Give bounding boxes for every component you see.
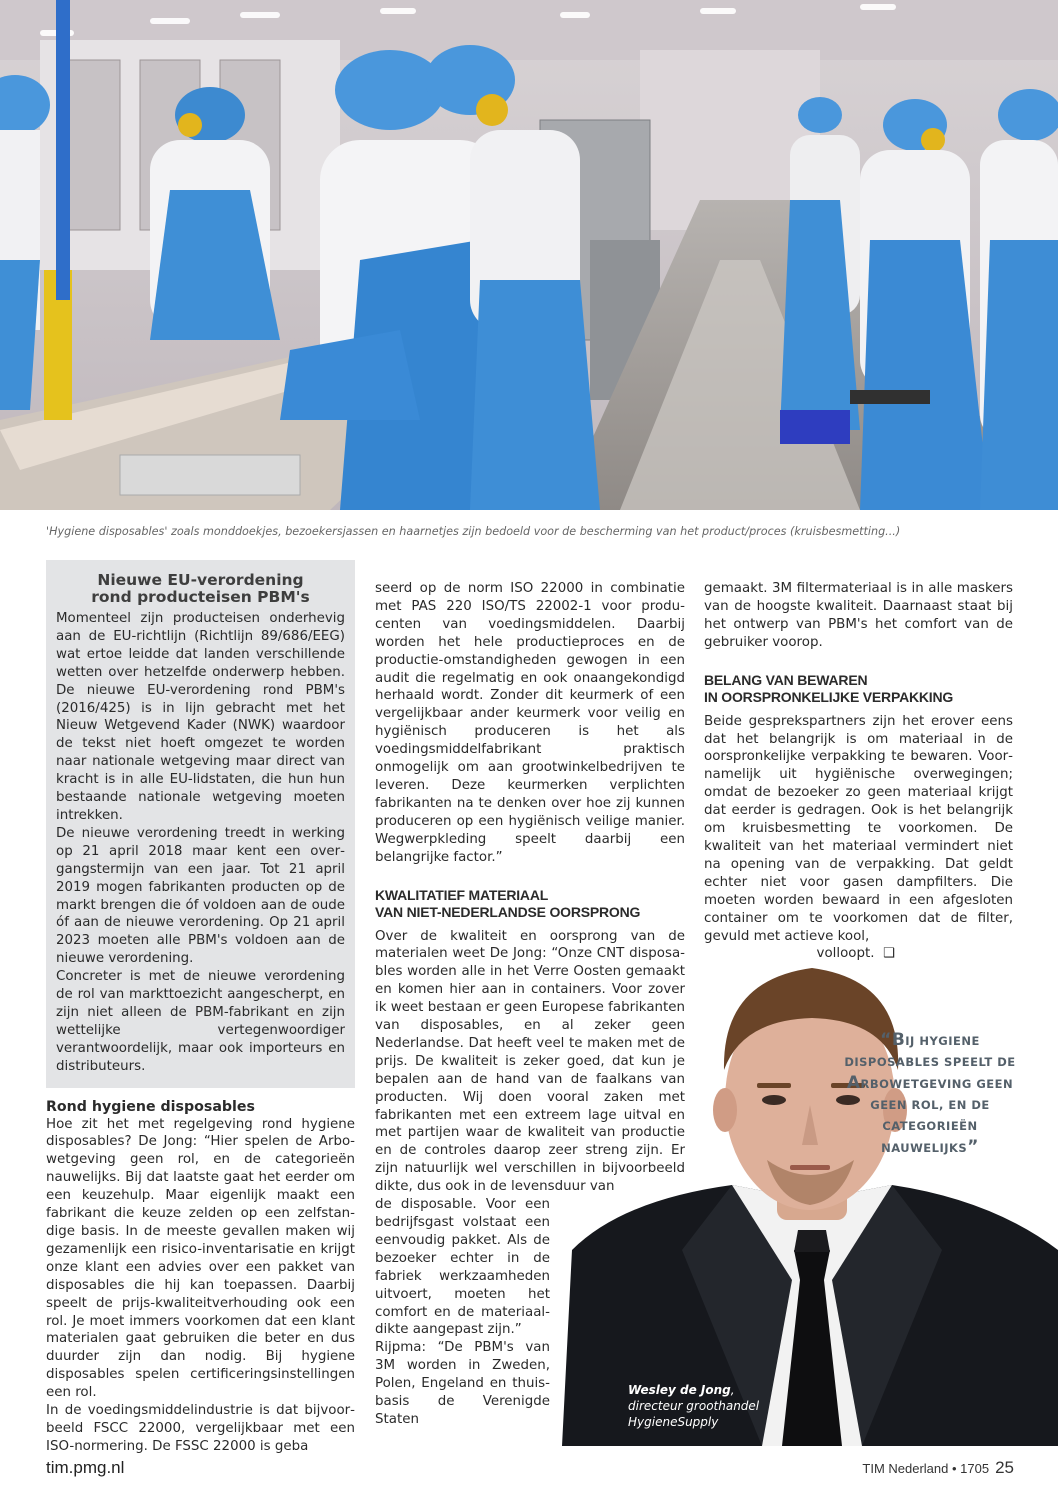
section-heading-quality-material xyxy=(375,887,685,921)
pullquote-line-2: DISPOSABLES SPEELT DE xyxy=(844,1055,1016,1069)
pullquote-initial-2: A xyxy=(846,1073,861,1093)
heading-line2: IN OORSPRONKELIJKE VERPAKKING xyxy=(704,688,954,705)
footer-website-link[interactable]: tim.pmg.nl xyxy=(46,1458,125,1477)
box-paragraph-2: De nieuwe verordening treedt in werking op 21 april 2018 maar kent een overgangstermijn van een jaar. Tot 21 april 2019 mogen fabrikanten producten op de markt brengen die óf voldoen aan de oude óf aan de nieuwe verordening. Op 21 april 2023 moeten alle PBM's voldoen aan de nieuwe verordening. xyxy=(56,825,345,967)
pullquote-initial-1: B xyxy=(891,1030,906,1050)
pullquote-line-5: CATEGORIEËN xyxy=(882,1119,978,1133)
pullquote-line-1: IJ HYGIENE xyxy=(905,1034,980,1048)
pullquote-line-4: GEEN ROL, EN DE xyxy=(870,1098,990,1112)
pull-quote xyxy=(840,1030,1020,1159)
col2-paragraph-2b: de disposable. Voor een bedrijfsgast volstaat een eenvoudig pakket. Als de bezoeker echter in de fabriek werkzaamheden uitvoert, moeten het comfort en de materiaaldikte aangepast zijn.” xyxy=(375,1197,550,1338)
photo-caption: 'Hygiene disposables' zoals monddoekjes, bezoekersjassen en haarnetjes zijn bedoeld voor de bescherming van het product/proces (kruisbesmetting...) xyxy=(46,525,901,538)
column-1 xyxy=(46,560,355,1456)
person-role: directeur groothandel xyxy=(628,1399,760,1413)
hero-photo xyxy=(0,0,1058,510)
sidebar-box-eu-regulation xyxy=(46,560,355,1088)
box-title-line2: rond producteisen PBM's xyxy=(91,588,310,606)
col2-paragraph-3: Rijpma: “De PBM's van 3M worden in Zweden, Polen, Engeland en thuisbasis de Verenigde Staten xyxy=(375,1340,550,1427)
portrait-photo xyxy=(562,950,1058,1446)
box-title xyxy=(56,572,345,606)
quote-open-mark: “ xyxy=(880,1030,892,1050)
col1-paragraph-1: Hoe zit het met regelgeving rond hygiene disposables? De Jong: “Hier spelen de Arbowetgeving geen rol, en de categorieën nauwelijks. Bij dat laatste gaat het eerder om een keuzehulp. Maar eigenlijk maakt een fabrikant die keuze zelden op een zelfstandige basis. In de meeste gevallen maken wij gezamenlijk een risico-inventarisatie en krijgt onze klant een advies over een pakket van disposables die hij kan toepassen. Daarbij speelt de prijs-kwaliteitverhouding ook een rol. Je moet immers voorkomen dat een klant materialen gaat gebruiken die beter en dus duurder zijn dan nodig. Bij hygiene disposables spelen certificeringsinstellingen een rol. xyxy=(46,1116,355,1401)
box-paragraph-1: Momenteel zijn producteisen onderhevig aan de EU-richtlijn (Richtlijn 89/686/EEG) wat ertoe leidde dat landen verschillende wetten over hetzelfde onderwerp hebben. De nieuwe EU-verordening rond PBM's (2016/425) is in lijn gebracht met het Nieuw Wetgevend Kader (NWK) waardoor de tekst niet hoeft omgezet te worden naar nationale wetgeving maar direct van kracht is in alle EU-lidstaten, die hun hun bestaande nationale wetgeving moeten intrekken. xyxy=(56,611,345,823)
pullquote-line-6: NAUWELIJKS xyxy=(881,1141,968,1155)
pullquote-line-3: RBOWETGEVING GEEN xyxy=(860,1077,1014,1091)
col2-paragraph-1: seerd op de norm ISO 22000 in combinatie met PAS 220 ISO/TS 22002-1 voor producenten van voedingsmiddelen. Daarbij worden het hele productieproces en de productie-omstandigheden gewogen in een audit die regelmatig en ook onaangekondigd herhaald wordt. Zonder dit keurmerk of een vergelijkbaar ander keurmerk voor veilig en hygiënisch produceren is het als voedingsmiddelfabrikant praktisch onmogelijk om aan grootwinkelbedrijven te leveren. Deze keurmerken verplichten fabrikanten na te denken over hoe zij kunnen produceren op een hygiënisch veilige manier. Wegwerpkleding speelt daarbij een belangrijke factor.” xyxy=(375,581,685,865)
col2-paragraph-2a: Over de kwaliteit en oorsprong van de materialen weet De Jong: “Onze CNT disposables worden alle in het Verre Oosten gemaakt en komen hier aan in containers. Voor zover ik weet bestaan er geen Europese fabrikanten van disposables, en al zeker geen Nederlandse. Dat heeft veel te maken met de prijs. De kwaliteit is zeker goed, dat kun je bepalen aan de hand van de faalkans van producten. Wij doen vooral zaken met fabrikanten met een extreem lage uitval en met partijen waar de kwaliteit van productie en de controles daarop zeer streng zijn. Er zijn natuurlijk wel verschillen in bijvoorbeeld dikte, dus ook in de levensduur van xyxy=(375,928,685,1195)
end-mark-icon: ❑ xyxy=(882,946,895,962)
heading-line1: BELANG VAN BEWAREN xyxy=(704,671,868,688)
closing-word: volloopt. xyxy=(816,946,875,962)
person-name: Wesley de Jong xyxy=(628,1383,731,1397)
box-title-line1: Nieuwe EU-verordening xyxy=(97,571,304,589)
quote-close-mark: ” xyxy=(967,1137,979,1157)
section-heading-hygiene-disposables: Rond hygiene disposables xyxy=(46,1098,255,1115)
box-paragraph-3: Concreter is met de nieuwe verordening de rol van markttoezicht aangescherpt, en zijn niet alleen de PBM-fabrikant en zijn wettelijke vertegenwoordiger verantwoordelijk, maar ook importeurs en distributeurs. xyxy=(56,969,345,1074)
page-number: 25 xyxy=(995,1458,1014,1477)
column-3 xyxy=(704,580,1013,963)
portrait-illustration xyxy=(562,950,1058,1446)
portrait-caption: Wesley de Jong, directeur groothandel HygieneSupply xyxy=(628,1383,760,1429)
col3-paragraph-2: Beide gesprekspartners zijn het erover eens dat het belangrijk is om materiaal in de oorspronkelijke verpakking te bewaren. Voornamelijk uit hygiënische overwegingen; omdat de bezoeker zo geen materiaal krijgt dat eerder is gedragen. Ook is het belangrijk om kruisbesmetting te voorkomen. De kwaliteit van het materiaal vermindert niet na opening van de verpakking. Dat geldt echter niet voor gasen dampfilters. Die moeten worden bewaard in een afgesloten container om te voorkomen dat de filter, gevuld met actieve kool, xyxy=(704,713,1013,944)
magazine-issue: TIM Nederland • 1705 xyxy=(862,1461,990,1476)
person-company: HygieneSupply xyxy=(628,1415,719,1429)
col1-paragraph-2: In de voedingsmiddelindustrie is dat bijvoorbeeld FSCC 22000, vergelijkbaar met een ISO-normering. De FSSC 22000 is geba xyxy=(46,1403,355,1454)
heading-line2: VAN NIET-NEDERLANDSE OORSPRONG xyxy=(375,903,641,920)
footer-issue xyxy=(862,1458,1014,1478)
section-heading-storage xyxy=(704,672,1013,706)
factory-scene-illustration xyxy=(0,0,1058,510)
col3-paragraph-1: gemaakt. 3M filtermateriaal is in alle maskers van de hoogste kwaliteit. Daarnaast staat bij het ontwerp van PBM's het comfort van de gebruiker voorop. xyxy=(704,581,1013,650)
heading-line1: KWALITATIEF MATERIAAL xyxy=(375,886,549,903)
